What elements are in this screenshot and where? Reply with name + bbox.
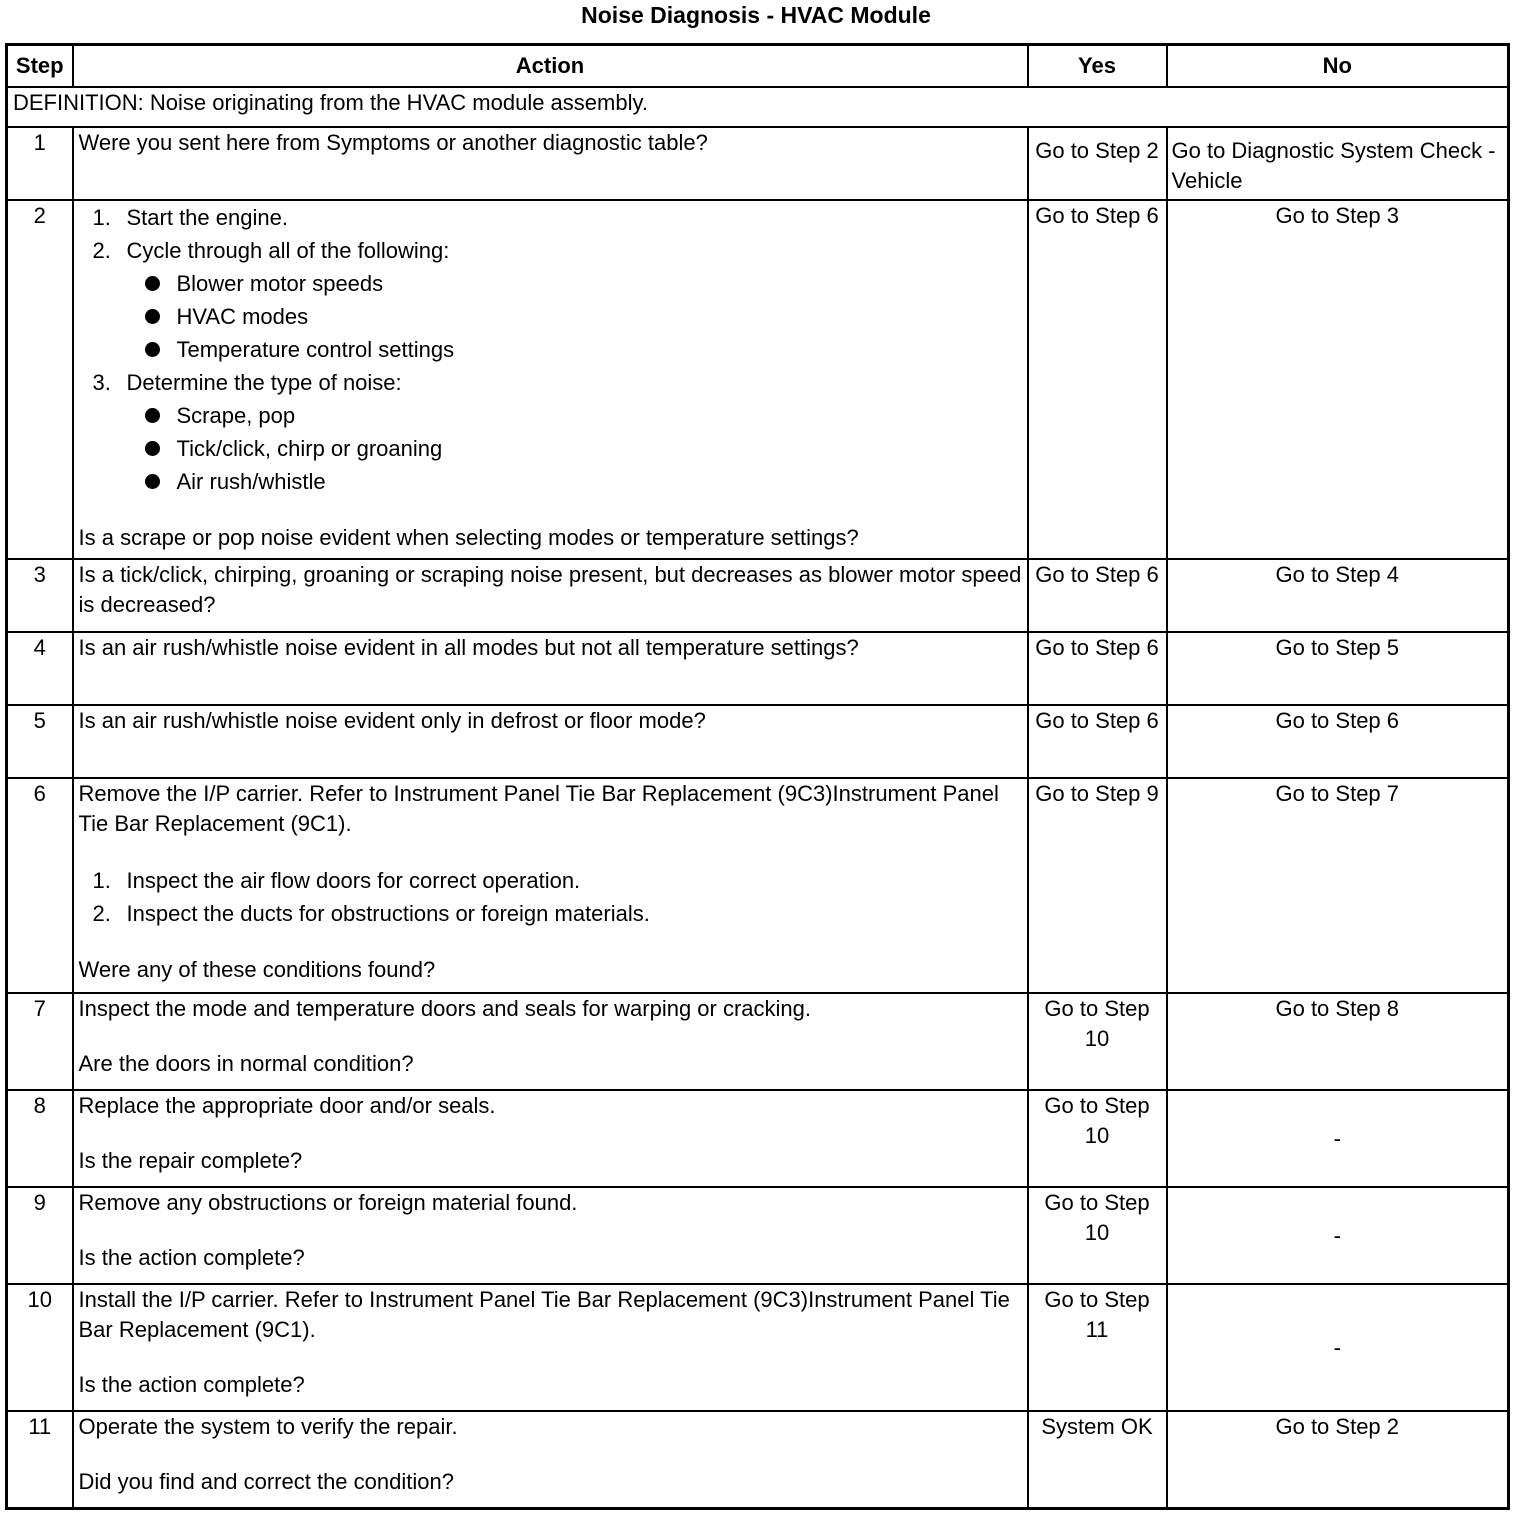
question-text: Were any of these conditions found? <box>78 957 436 982</box>
table-row <box>7 559 1509 632</box>
item-number: 2. <box>92 238 111 263</box>
step-number: 10 <box>7 1284 73 1411</box>
definition-text: DEFINITION: Noise originating from the HVAC module assembly. <box>7 87 1509 127</box>
item-number: 1. <box>92 205 111 230</box>
bullet-icon <box>145 309 160 324</box>
question-text: Did you find and correct the condition? <box>78 1469 454 1494</box>
action-text: Operate the system to verify the repair. <box>78 1414 458 1439</box>
bullet-text: Temperature control settings <box>176 337 455 362</box>
table-row <box>7 127 1509 200</box>
item-text: Inspect the air flow doors for correct operation. <box>126 868 581 893</box>
intro-text: Remove the I/P carrier. Refer to Instrument Panel Tie Bar Replacement (9C3)Instrument Panel Tie Bar Replacement (9C1). <box>78 781 999 836</box>
action-cell <box>73 1090 1028 1187</box>
question-text: Is the action complete? <box>78 1245 305 1270</box>
action-cell <box>73 1187 1028 1284</box>
bullet-list <box>127 267 1022 366</box>
bullet-item <box>127 267 1022 300</box>
step-number: 6 <box>7 778 73 993</box>
no-result: - <box>1167 1284 1509 1411</box>
item-text: Cycle through all of the following: <box>126 238 450 263</box>
question-text: Are the doors in normal condition? <box>78 1051 414 1076</box>
no-result: Go to Step 4 <box>1167 559 1509 632</box>
no-result: Go to Step 5 <box>1167 632 1509 705</box>
step-number: 9 <box>7 1187 73 1284</box>
no-result: Go to Diagnostic System Check - Vehicle <box>1167 127 1509 200</box>
header-row <box>7 45 1509 88</box>
action-text: Install the I/P carrier. Refer to Instrument Panel Tie Bar Replacement (9C3)Instrument Panel Tie Bar Replacement (9C1). <box>78 1287 1010 1342</box>
no-result: - <box>1167 1090 1509 1187</box>
bullet-text: Air rush/whistle <box>176 469 326 494</box>
question-text: Is a scrape or pop noise evident when selecting modes or temperature settings? <box>78 525 859 550</box>
table-row <box>7 1284 1509 1411</box>
bullet-item <box>127 465 1022 498</box>
bullet-icon <box>145 342 160 357</box>
header-yes: Yes <box>1028 45 1167 88</box>
table-row <box>7 200 1509 559</box>
bullet-text: HVAC modes <box>176 304 309 329</box>
yes-result: Go to Step 11 <box>1028 1284 1167 1411</box>
bullet-text: Blower motor speeds <box>176 271 384 296</box>
list-item <box>79 366 1022 498</box>
bullet-icon <box>145 441 160 456</box>
definition-row <box>7 87 1509 127</box>
procedure-list <box>79 864 1022 930</box>
bullet-item <box>127 399 1022 432</box>
bullet-list <box>127 399 1022 498</box>
step-number: 2 <box>7 200 73 559</box>
yes-result: Go to Step 2 <box>1028 127 1167 200</box>
header-no: No <box>1167 45 1509 88</box>
bullet-icon <box>145 408 160 423</box>
step-number: 1 <box>7 127 73 200</box>
yes-result: Go to Step 6 <box>1028 559 1167 632</box>
step-number: 11 <box>7 1411 73 1508</box>
step-number: 7 <box>7 993 73 1090</box>
step-number: 3 <box>7 559 73 632</box>
action-cell <box>73 778 1028 993</box>
yes-result: Go to Step 10 <box>1028 1187 1167 1284</box>
item-number: 2. <box>92 901 111 926</box>
step-number: 8 <box>7 1090 73 1187</box>
yes-result: Go to Step 6 <box>1028 705 1167 778</box>
yes-result: Go to Step 6 <box>1028 200 1167 559</box>
list-item <box>79 234 1022 366</box>
list-item <box>79 897 1022 930</box>
table-row <box>7 705 1509 778</box>
bullet-item <box>127 300 1022 333</box>
bullet-icon <box>145 474 160 489</box>
action-text: Inspect the mode and temperature doors and seals for warping or cracking. <box>78 996 812 1021</box>
step-number: 5 <box>7 705 73 778</box>
bullet-text: Tick/click, chirp or groaning <box>176 436 443 461</box>
item-text: Determine the type of noise: <box>126 370 402 395</box>
item-number: 3. <box>92 370 111 395</box>
no-result: Go to Step 2 <box>1167 1411 1509 1508</box>
table-row <box>7 1411 1509 1508</box>
table-row <box>7 778 1509 993</box>
item-text: Start the engine. <box>126 205 288 230</box>
list-item <box>79 201 1022 234</box>
action-text: Is a tick/click, chirping, groaning or scraping noise present, but decreases as blower motor speed is decreased? <box>73 559 1028 632</box>
bullet-icon <box>145 276 160 291</box>
bullet-item <box>127 333 1022 366</box>
action-text: Is an air rush/whistle noise evident only in defrost or floor mode? <box>73 705 1028 778</box>
step-number: 4 <box>7 632 73 705</box>
yes-result: System OK <box>1028 1411 1167 1508</box>
no-result: Go to Step 8 <box>1167 993 1509 1090</box>
procedure-list <box>79 201 1022 498</box>
no-result: Go to Step 7 <box>1167 778 1509 993</box>
table-row <box>7 632 1509 705</box>
table-row <box>7 1090 1509 1187</box>
table-row <box>7 993 1509 1090</box>
action-text: Remove any obstructions or foreign material found. <box>78 1190 578 1215</box>
action-cell <box>73 993 1028 1090</box>
page-title: Noise Diagnosis - HVAC Module <box>581 2 931 28</box>
question-text: Is the repair complete? <box>78 1148 303 1173</box>
list-item <box>79 864 1022 897</box>
no-result: - <box>1167 1187 1509 1284</box>
question-text: Is the action complete? <box>78 1372 305 1397</box>
item-number: 1. <box>92 868 111 893</box>
action-text: Replace the appropriate door and/or seals. <box>78 1093 496 1118</box>
action-cell <box>73 1411 1028 1508</box>
header-action: Action <box>73 45 1028 88</box>
no-result: Go to Step 6 <box>1167 705 1509 778</box>
action-cell <box>73 200 1028 559</box>
item-text: Inspect the ducts for obstructions or foreign materials. <box>126 901 650 926</box>
bullet-text: Scrape, pop <box>176 403 296 428</box>
yes-result: Go to Step 10 <box>1028 1090 1167 1187</box>
diagnostic-table <box>5 43 1510 1510</box>
action-text: Is an air rush/whistle noise evident in all modes but not all temperature settings? <box>73 632 1028 705</box>
action-text: Were you sent here from Symptoms or another diagnostic table? <box>73 127 1028 200</box>
yes-result: Go to Step 6 <box>1028 632 1167 705</box>
header-step: Step <box>7 45 73 88</box>
no-result: Go to Step 3 <box>1167 200 1509 559</box>
yes-result: Go to Step 9 <box>1028 778 1167 993</box>
yes-result: Go to Step 10 <box>1028 993 1167 1090</box>
bullet-item <box>127 432 1022 465</box>
action-cell <box>73 1284 1028 1411</box>
table-row <box>7 1187 1509 1284</box>
